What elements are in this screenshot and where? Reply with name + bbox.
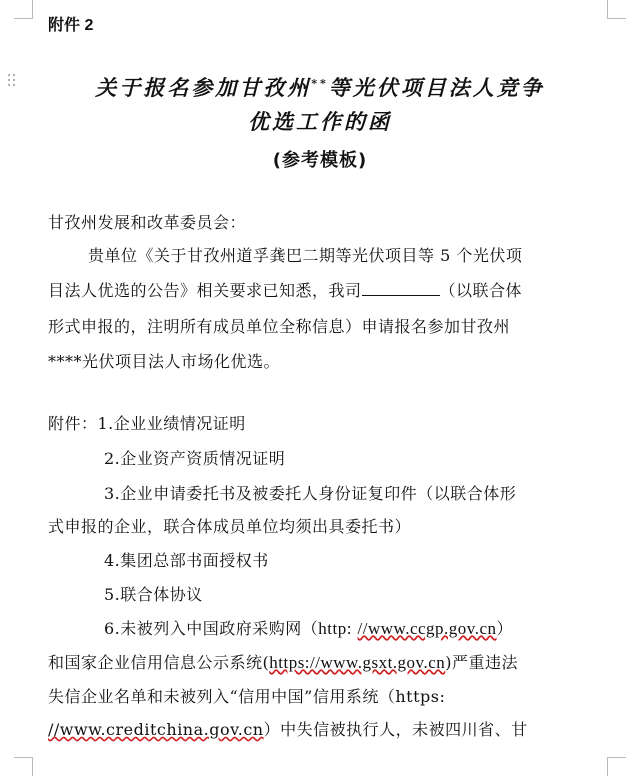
- ccgp-link[interactable]: //www.ccgp.gov.cn: [357, 619, 497, 638]
- body-line-4: ****光伏项目法人市场化优选。: [48, 352, 281, 371]
- body-line-2: 目法人优选的公告》相关要求已知悉，我司 （以联合体: [48, 281, 523, 300]
- page-corner-mark-top-left: [14, 0, 33, 19]
- title-line-2: 优选工作的函: [248, 109, 392, 134]
- title-line-1: 关于报名参加甘孜州**等光伏项目法人竞争: [95, 75, 545, 100]
- company-name-blank[interactable]: [362, 281, 440, 296]
- attachment-item-6-line-4: //www.creditchina.gov.cn）中失信被执行人，未被四川省、甘: [48, 720, 528, 739]
- attachment-label: 附件 2: [48, 17, 94, 34]
- attachment-item-3-cont: 式申报的企业，联合体成员单位均须出具委托书）: [48, 517, 412, 536]
- page-corner-mark-bottom-left: [14, 757, 33, 776]
- creditchina-link[interactable]: //www.creditchina.gov.cn: [48, 720, 264, 739]
- attachment-item-2: 2.企业资产资质情况证明: [104, 449, 286, 468]
- addressee: 甘孜州发展和改革委员会：: [48, 213, 247, 232]
- attachment-item-5: 5.联合体协议: [104, 585, 203, 604]
- gsxt-link[interactable]: https://www.gsxt.gov.cn: [269, 653, 446, 672]
- title-subtitle: (参考模板): [272, 150, 368, 171]
- body-line-1: 贵单位《关于甘孜州道孚龚巴二期等光伏项目等 5 个光伏项: [88, 246, 523, 265]
- attachment-item-3: 3.企业申请委托书及被委托人身份证复印件（以联合体形: [104, 484, 517, 503]
- attachment-item-6-line-2: 和国家企业信用信息公示系统(https://www.gsxt.gov.cn)严重违法: [48, 653, 518, 672]
- body-line-3: 形式申报的，注明所有成员单位全称信息）申请报名参加甘孜州: [48, 317, 511, 336]
- page-corner-mark-top-right: [607, 0, 626, 19]
- page-corner-mark-bottom-right: [607, 757, 626, 776]
- attachment-item-1: 附件：1.企业业绩情况证明: [48, 414, 246, 433]
- attachment-item-4: 4.集团总部书面授权书: [104, 551, 269, 570]
- attachment-item-6: 6.未被列入中国政府采购网（http: //www.ccgp.gov.cn）: [104, 619, 514, 638]
- attachment-item-6-line-3: 失信企业名单和未被列入“信用中国”信用系统（https:: [48, 687, 446, 706]
